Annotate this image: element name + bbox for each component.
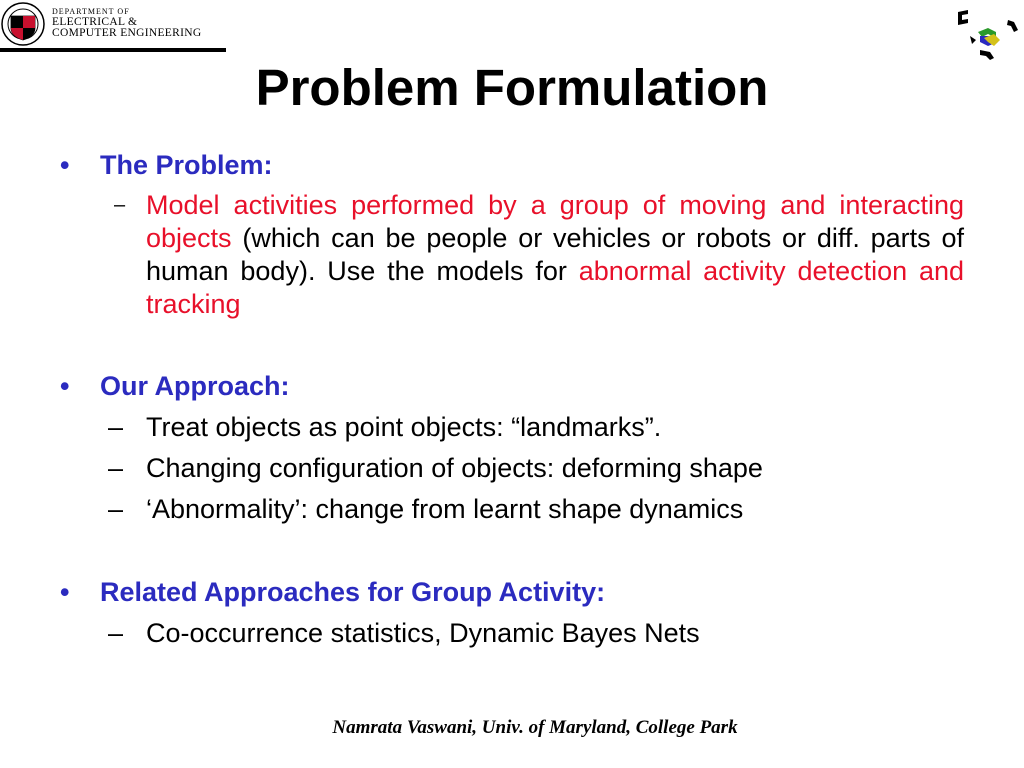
section-problem-heading xyxy=(60,148,273,182)
list-item-text: Changing configuration of objects: deforming shape xyxy=(146,453,763,483)
heading-text: Related Approaches for Group Activity: xyxy=(100,577,606,607)
university-seal-icon xyxy=(1,2,45,46)
header-divider xyxy=(0,48,226,52)
heading-text: Our Approach: xyxy=(100,371,290,401)
department-line-1: DEPARTMENT OF xyxy=(52,7,130,16)
slide-title: Problem Formulation xyxy=(255,59,769,116)
department-line-2: ELECTRICAL & xyxy=(52,16,138,28)
list-item-text: ‘Abnormality’: change from learnt shape dynamics xyxy=(146,494,744,524)
problem-description xyxy=(108,189,964,321)
bullet-icon: • xyxy=(60,150,70,180)
slide-footer: Namrata Vaswani, Univ. of Maryland, College Park xyxy=(332,717,738,738)
section-related-heading xyxy=(60,575,605,609)
dash-icon: – xyxy=(108,453,124,483)
dash-icon: – xyxy=(108,412,124,442)
dash-icon: – xyxy=(108,618,124,648)
plain-text: (which can be people or vehicles or robots or diff. parts of human body). Use the models for xyxy=(146,223,964,286)
department-line-3: COMPUTER ENGINEERING xyxy=(52,27,202,39)
department-logo xyxy=(0,0,226,48)
highlight-text: abnormal activity detection and tracking xyxy=(146,256,965,319)
list-item-text: Treat objects as point objects: “landmarks”. xyxy=(146,412,662,442)
lab-logo-icon xyxy=(950,6,1024,62)
section-approach-heading xyxy=(60,369,290,403)
department-name xyxy=(52,6,201,39)
heading-text: The Problem: xyxy=(100,150,273,180)
problem-paragraph xyxy=(146,189,964,321)
dash-icon: – xyxy=(108,494,124,524)
highlight-text: Model activities performed by a group of moving and interacting objects xyxy=(146,190,964,253)
bullet-icon: • xyxy=(60,577,70,607)
dash-icon: – xyxy=(114,194,126,216)
list-item xyxy=(108,451,763,485)
list-item xyxy=(108,410,661,444)
list-item-text: Co-occurrence statistics, Dynamic Bayes Nets xyxy=(146,618,700,648)
list-item xyxy=(108,616,700,650)
list-item xyxy=(108,492,743,526)
bullet-icon: • xyxy=(60,371,70,401)
